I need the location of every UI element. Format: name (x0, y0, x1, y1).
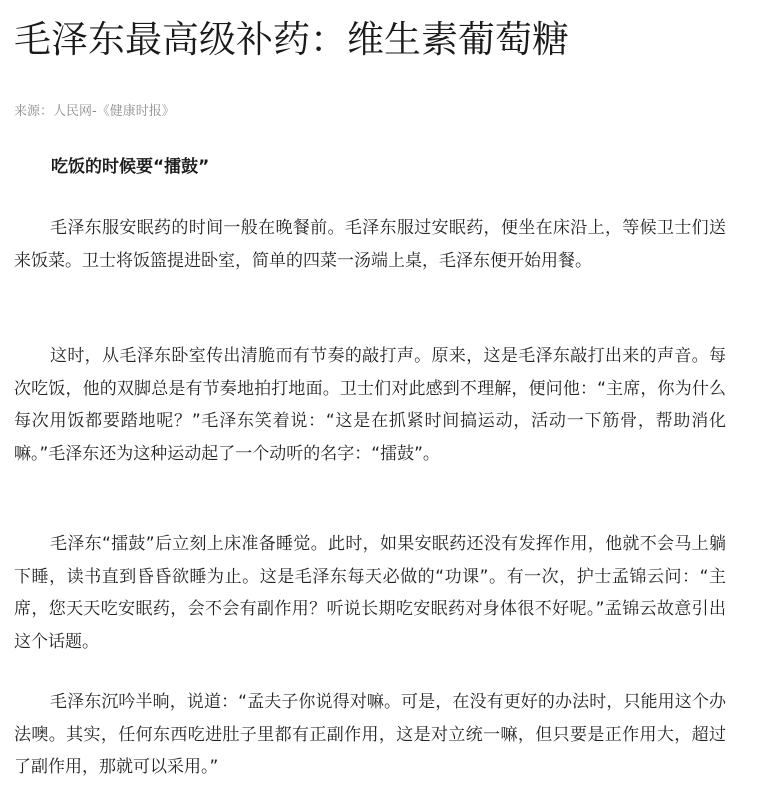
article-title: 毛泽东最高级补药：维生素葡萄糖 (14, 18, 569, 61)
article-paragraph: 毛泽东服安眠药的时间一般在晚餐前。毛泽东服过安眠药，便坐在床沿上，等候卫士们送来饭菜。卫士将饭篮提进卧室，简单的四菜一汤端上桌，毛泽东便开始用餐。 (14, 218, 726, 271)
article-source: 来源：人民网-《健康时报》 (14, 104, 175, 119)
article-paragraph: 这时，从毛泽东卧室传出清脆而有节奏的敲打声。原来，这是毛泽东敲打出来的声音。每次吃饭，他的双脚总是有节奏地拍打地面。卫士们对此感到不理解，便问他：“主席，你为什么每次用饭都要踏地呢？”毛泽东笑着说：“这是在抓紧时间搞运动，活动一下筋骨，帮助消化嘛。”毛泽东还为这种运动起了一个动听的名字：“擂鼓”。 (14, 346, 726, 464)
article-paragraph: 毛泽东沉吟半晌，说道：“孟夫子你说得对嘛。可是，在没有更好的办法时，只能用这个办法噢。其实，任何东西吃进肚子里都有正副作用，这是对立统一嘛，但只要是正作用大，超过了副作用，那就可以采用。” (14, 692, 726, 777)
article-paragraph: 毛泽东“擂鼓”后立刻上床准备睡觉。此时，如果安眠药还没有发挥作用，他就不会马上躺下睡，读书直到昏昏欲睡为止。这是毛泽东每天必做的“功课”。有一次，护士孟锦云问：“主席，您天天吃安眠药，会不会有副作用？听说长期吃安眠药对身体很不好呢。”孟锦云故意引出这个话题。 (14, 534, 726, 652)
section-subheading: 吃饭的时候要“擂鼓” (51, 157, 210, 177)
